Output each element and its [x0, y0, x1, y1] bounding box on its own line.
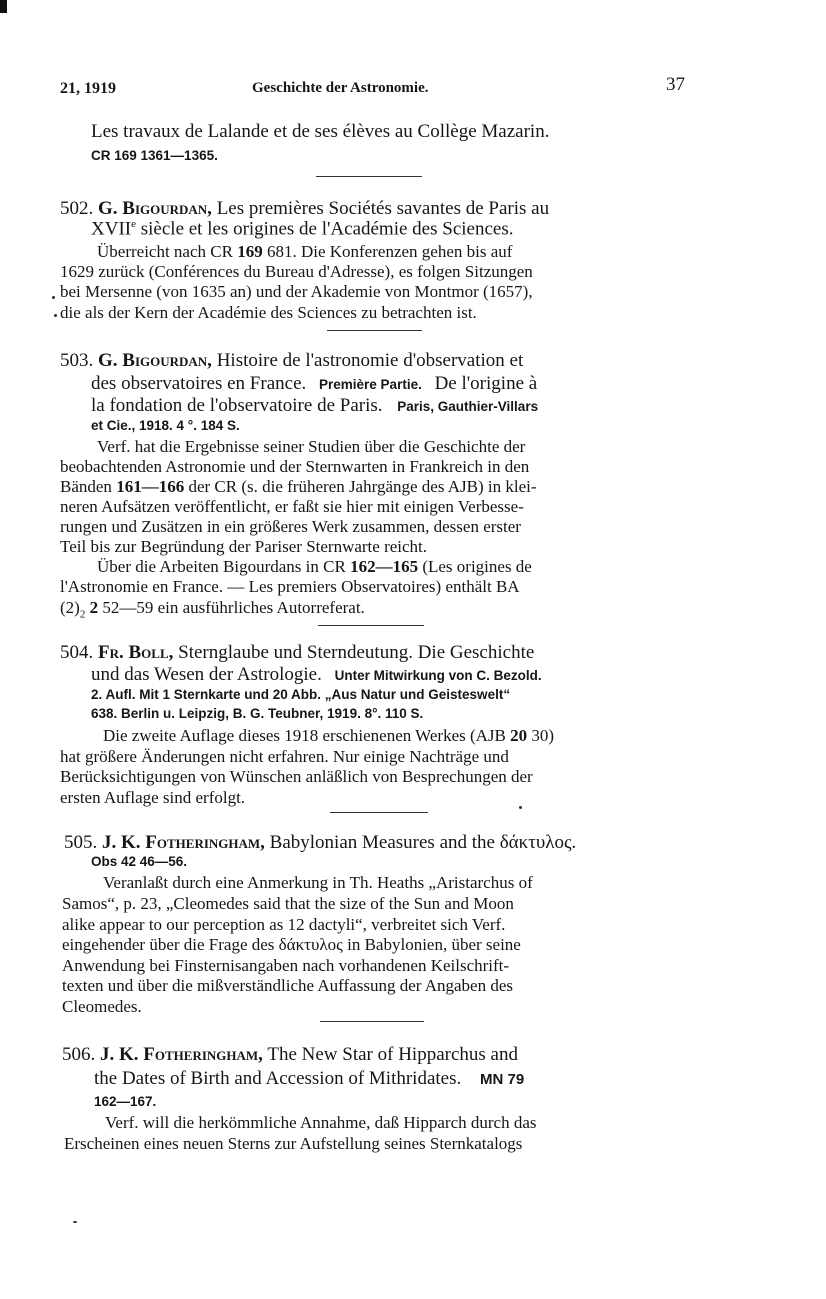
- text: (2): [60, 598, 80, 617]
- entry-title: the Dates of Birth and Accession of Mithridates.: [94, 1068, 462, 1089]
- entry-author: J. K. Fotheringham,: [100, 1044, 263, 1065]
- body-line: [97, 558, 532, 575]
- body-line: Cleomedes.: [62, 997, 142, 1016]
- body-line: [60, 478, 537, 495]
- entry-imprint: et Cie., 1918. 4 °. 184 S.: [91, 418, 240, 433]
- volume-bold: 162—165: [350, 557, 419, 576]
- header-volume: 21, 1919: [60, 80, 116, 97]
- speck: [519, 806, 522, 809]
- body-line: [103, 727, 554, 744]
- body-line: Verf. will die herkömmliche Annahme, daß Hipparch durch das: [105, 1113, 537, 1132]
- text: Die zweite Auflage dieses 1918 erschienenen Werkes (AJB: [103, 726, 511, 745]
- body-line: texten und über die mißverständliche Auffassung der Angaben des: [62, 976, 514, 995]
- separator-rule: [330, 812, 428, 813]
- text: Über die Arbeiten Bigourdans in CR: [97, 557, 351, 576]
- entry-author: J. K. Fotheringham,: [102, 832, 265, 853]
- body-line: Veranlaßt durch eine Anmerkung in Th. Heaths „Aristarchus of: [103, 873, 533, 892]
- subscript: 2: [79, 608, 86, 621]
- body-line: Verf. hat die Ergebnisse seiner Studien über die Geschichte der: [97, 437, 526, 456]
- text: Bänden: [60, 477, 117, 496]
- text: 681. Die Konferenzen gehen bis auf: [262, 242, 513, 261]
- entry-author: G. Bigourdan,: [98, 198, 212, 219]
- entry-ref: MN 79: [480, 1071, 525, 1088]
- body-line: die als der Kern der Académie des Sciences zu betrachten ist.: [60, 303, 477, 322]
- body-line: Berücksichtigungen von Wünschen anläßlich von Besprechungen der: [60, 767, 533, 786]
- speck: [73, 1221, 77, 1223]
- body-line: Samos“, p. 23, „Cleomedes said that the size of the Sun and Moon: [62, 894, 514, 913]
- entry-number: 506.: [62, 1044, 96, 1065]
- top-entry-title: Les travaux de Lalande et de ses élèves au Collège Mazarin.: [91, 121, 550, 142]
- body-line: [97, 243, 512, 260]
- speck: [54, 314, 57, 317]
- entry-number: 503.: [60, 350, 94, 371]
- top-entry-ref: CR 169 1361—1365.: [91, 148, 218, 163]
- body-line: hat größere Änderungen nicht erfahren. Nur einige Nachträge und: [60, 747, 509, 766]
- entry-title: Babylonian Measures and the δάκτυλος.: [269, 832, 577, 853]
- header-title: Geschichte der Astronomie.: [252, 80, 429, 96]
- entry-pages: 162—167.: [94, 1094, 157, 1109]
- text: 52—59 ein ausführliches Autorreferat.: [98, 598, 365, 617]
- body-line: Anwendung bei Finsternisangaben nach vorhandenen Keilschrift-: [62, 956, 510, 975]
- entry-author: G. Bigourdan,: [98, 350, 212, 371]
- entry-title: De l'origine à: [434, 373, 538, 394]
- entry-title-line-2: [91, 219, 513, 238]
- body-line: beobachtenden Astronomie und der Sternwarten in Frankreich in den: [60, 457, 530, 476]
- century-sup: e: [131, 218, 136, 230]
- corner-mark: [0, 0, 7, 13]
- page-number: 37: [666, 74, 685, 95]
- entry-title: Les premières Sociétés savantes de Paris au: [216, 198, 550, 219]
- entry-ref: Obs 42 46—56.: [91, 854, 188, 869]
- volume-bold: 20: [510, 726, 528, 745]
- entry-author: Fr. Boll,: [98, 642, 174, 663]
- entry-title: la fondation de l'observatoire de Paris.: [91, 395, 383, 416]
- entry-part: Première Partie.: [319, 377, 422, 392]
- entry-title: und das Wesen der Astrologie.: [91, 664, 322, 685]
- entry-number: 505.: [64, 832, 98, 853]
- entry-collaborator: Unter Mitwirkung von C. Bezold.: [334, 668, 542, 683]
- body-line: rungen und Zusätzen in ein größeres Werk zusammen, dessen erster: [60, 517, 521, 536]
- body-line: alike appear to our perception as 12 dactyli“, verbreitet sich Verf.: [62, 915, 506, 934]
- volume-bold: 161—166: [116, 477, 185, 496]
- body-line: Erscheinen eines neuen Sterns zur Aufstellung seines Sternkatalogs: [64, 1134, 523, 1153]
- text: der CR (s. die früheren Jahrgänge des AJB) in klei-: [184, 477, 537, 496]
- volume-bold: 169: [237, 242, 263, 261]
- text: 30): [527, 726, 555, 745]
- entry-title: Histoire de l'astronomie d'observation et: [216, 350, 524, 371]
- separator-rule: [320, 1021, 424, 1022]
- running-header: [60, 74, 685, 100]
- text: (Les origines de: [418, 557, 532, 576]
- entry-title: Sternglaube und Sterndeutung. Die Geschichte: [178, 642, 535, 663]
- body-line: eingehender über die Frage des δάκτυλος in Babylonien, über seine: [62, 935, 521, 954]
- body-line: Teil bis zur Begründung der Pariser Sternwarte reicht.: [60, 537, 428, 556]
- entry-series: 2. Aufl. Mit 1 Sternkarte und 20 Abb. „Aus Natur und Geisteswelt“: [91, 687, 511, 702]
- speck: [52, 296, 55, 299]
- body-line: [60, 599, 365, 620]
- entry-number: 504.: [60, 642, 94, 663]
- body-line: neren Aufsätzen veröffentlicht, er faßt sie hier mit einigen Verbesse-: [60, 497, 524, 516]
- volume-bold: 2: [85, 598, 99, 617]
- entry-title-cont: siècle et les origines de l'Académie des Sciences.: [136, 218, 514, 240]
- entry-publisher: Paris, Gauthier-Villars: [397, 399, 539, 414]
- entry-number: 502.: [60, 198, 94, 219]
- separator-rule: [316, 176, 422, 177]
- body-line: 1629 zurück (Conférences du Bureau d'Adresse), es folgen Sitzungen: [60, 262, 533, 281]
- separator-rule: [327, 330, 422, 331]
- body-line: bei Mersenne (von 1635 an) und der Akademie von Montmor (1657),: [60, 282, 533, 301]
- century: XVII: [91, 218, 132, 240]
- entry-imprint: 638. Berlin u. Leipzig, B. G. Teubner, 1919. 8°. 110 S.: [91, 706, 424, 721]
- body-line: ersten Auflage sind erfolgt.: [60, 788, 246, 807]
- body-line: l'Astronomie en France. — Les premiers Observatoires) enthält BA: [60, 577, 520, 596]
- entry-title: des observatoires en France.: [91, 373, 307, 394]
- separator-rule: [318, 625, 424, 626]
- entry-title: The New Star of Hipparchus and: [267, 1044, 518, 1065]
- text: Überreicht nach CR: [97, 242, 238, 261]
